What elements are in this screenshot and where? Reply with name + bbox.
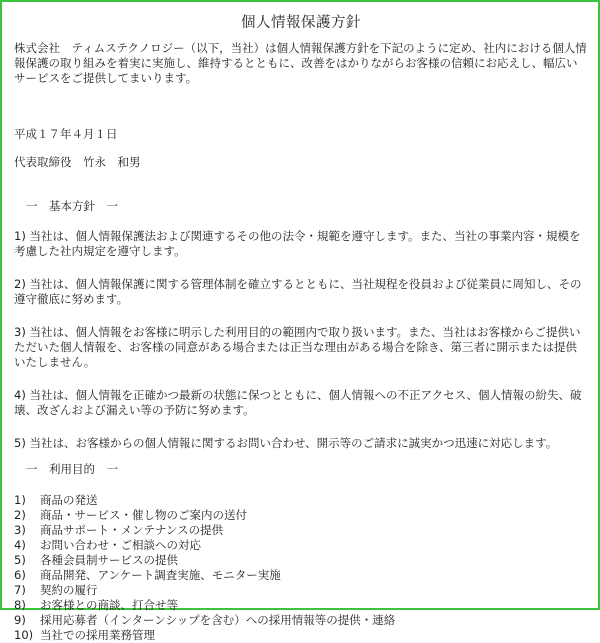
purpose-item-number: 8)	[14, 598, 26, 612]
policy-item-text: 当社は、個人情報を正確かつ最新の状態に保つとともに、個人情報への不正アクセス、個人情報の紛失、破壊、改ざんおよび漏えい等の予防に努めます。	[14, 388, 582, 417]
policy-item	[14, 277, 588, 307]
purpose-item-text: 商品開発、アンケート調査実施、モニター実施	[40, 568, 281, 582]
purpose-item-text: 当社での採用業務管理	[40, 628, 155, 642]
policy-item	[14, 229, 588, 259]
purpose-heading: 一 利用目的 一	[26, 462, 118, 476]
purpose-item-text: お客様との商談、打合せ等	[40, 598, 178, 612]
purpose-item	[14, 628, 588, 643]
representative-name: 代表取締役 竹永 和男	[14, 155, 141, 169]
document-content	[2, 11, 598, 643]
policy-item	[14, 436, 588, 451]
policy-item-number: 5)	[14, 436, 26, 450]
purpose-item-number: 7)	[14, 583, 26, 597]
purpose-item	[14, 583, 588, 598]
basic-policy-list	[14, 229, 588, 451]
purpose-item-text: 商品・サービス・催し物のご案内の送付	[40, 508, 247, 522]
purpose-item-number: 6)	[14, 568, 26, 582]
policy-item-text: 当社は、お客様からの個人情報に関するお問い合わせ、開示等のご請求に誠実かつ迅速に対応します。	[29, 436, 558, 450]
basic-policy-heading: 一 基本方針 一	[26, 199, 118, 213]
purpose-item-number: 4)	[14, 538, 26, 552]
purpose-item-text: 契約の履行	[40, 583, 98, 597]
purpose-item	[14, 568, 588, 583]
policy-item-number: 4)	[14, 388, 26, 402]
purpose-item-number: 9)	[14, 613, 26, 627]
purpose-item	[14, 613, 588, 628]
purpose-item	[14, 493, 588, 508]
purpose-item-number: 2)	[14, 508, 26, 522]
policy-item-number: 1)	[14, 229, 26, 243]
policy-item-text: 当社は、個人情報保護に関する管理体制を確立するとともに、当社規程を役員および従業員に周知し、その遵守徹底に努めます。	[14, 277, 582, 306]
established-date: 平成１７年４月１日	[14, 127, 118, 141]
intro-paragraph: 株式会社 ティムステクノロジー（以下，当社）は個人情報保護方針を下記のように定め、社内における個人情報保護の取り組みを着実に実施し、維持するとともに、改善をはかりながらお客様の信頼にお応えし、幅広いサービスをご提供してまいります。	[14, 41, 587, 85]
purpose-list	[14, 493, 588, 643]
purpose-item-number: 10)	[14, 628, 34, 642]
purpose-item-text: 商品の発送	[40, 493, 98, 507]
purpose-item	[14, 538, 588, 553]
purpose-item-text: 各種会員制サービスの提供	[40, 553, 178, 567]
policy-item-text: 当社は、個人情報保護法および関連するその他の法令・規範を遵守します。また、当社の事業内容・規模を考慮した社内規定を遵守します。	[14, 229, 581, 258]
policy-item-number: 2)	[14, 277, 26, 291]
page-title: 個人情報保護方針	[241, 15, 361, 31]
purpose-item	[14, 598, 588, 613]
purpose-item-text: お問い合わせ・ご相談への対応	[40, 538, 201, 552]
purpose-item-number: 5)	[14, 553, 26, 567]
purpose-item	[14, 508, 588, 523]
purpose-item	[14, 523, 588, 538]
purpose-item	[14, 553, 588, 568]
purpose-item-number: 3)	[14, 523, 26, 537]
purpose-item-text: 商品サポート・メンテナンスの提供	[40, 523, 224, 537]
purpose-item-text: 採用応募者（インターンシップを含む）への採用情報等の提供・連絡	[40, 613, 396, 627]
policy-item	[14, 388, 588, 418]
policy-item	[14, 325, 588, 370]
purpose-item-number: 1)	[14, 493, 26, 507]
policy-item-text: 当社は、個人情報をお客様に明示した利用目的の範囲内で取り扱います。また、当社はお客様からご提供いただいた個人情報を、お客様の同意がある場合または正当な理由がある場合を除き、第三者に開示または提供いたしません。	[14, 325, 581, 369]
policy-item-number: 3)	[14, 325, 26, 339]
